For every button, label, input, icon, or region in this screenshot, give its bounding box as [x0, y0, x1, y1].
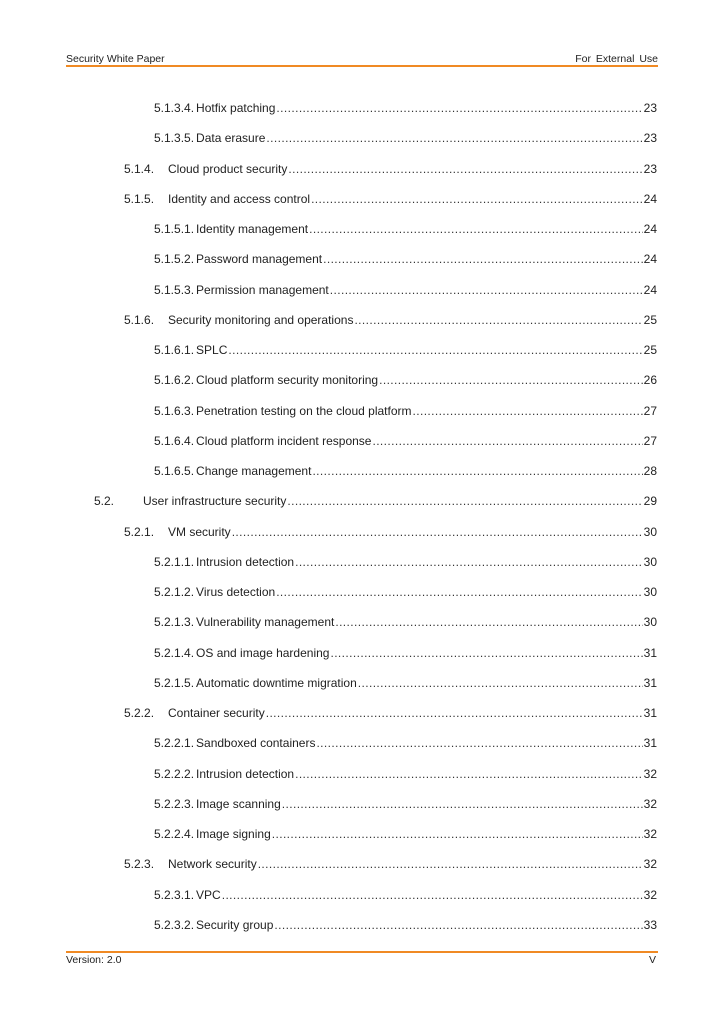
- toc-entry-number: 5.2.1.5.: [154, 675, 195, 690]
- toc-entry[interactable]: [154, 735, 657, 751]
- toc-entry-page-number: 32: [643, 857, 657, 872]
- toc-entry-title: Identity management: [196, 222, 309, 236]
- toc-entry-title: Container security: [168, 706, 265, 720]
- toc-entry-number: 5.2.2.: [124, 706, 155, 720]
- toc-entry[interactable]: [154, 221, 657, 237]
- toc-entry-number: 5.2.2.1.: [154, 736, 195, 751]
- toc-dot-leader: [295, 766, 643, 782]
- toc-entry-title: User infrastructure security: [143, 494, 287, 509]
- toc-entry[interactable]: [154, 251, 657, 267]
- toc-dot-leader: [358, 675, 643, 691]
- toc-dot-leader: [316, 735, 642, 751]
- toc-entry-number: 5.1.6.1.: [154, 343, 195, 357]
- toc-entry[interactable]: [154, 584, 657, 600]
- toc-entry-title: Automatic downtime migration: [196, 675, 357, 690]
- toc-entry-number: 5.1.6.5.: [154, 464, 195, 478]
- toc-dot-leader: [232, 524, 643, 540]
- toc-entry-page-number: 26: [643, 373, 657, 388]
- toc-entry-page-number: 25: [643, 343, 657, 357]
- toc-entry[interactable]: [154, 554, 657, 570]
- toc-entry-title: Image scanning: [196, 796, 281, 811]
- toc-entry[interactable]: [154, 342, 657, 358]
- toc-entry-number: 5.1.6.: [124, 312, 155, 327]
- toc-dot-leader: [276, 100, 642, 116]
- toc-entry-page-number: 23: [643, 161, 657, 176]
- toc-entry[interactable]: [154, 796, 657, 812]
- toc-entry-number: 5.2.1.3.: [154, 615, 195, 630]
- toc-entry-title: Network security: [168, 857, 257, 872]
- toc-entry-page-number: 31: [643, 706, 657, 720]
- toc-entry[interactable]: [154, 887, 657, 903]
- toc-dot-leader: [266, 130, 642, 146]
- toc-dot-leader: [274, 917, 642, 933]
- toc-entry-page-number: 30: [643, 615, 657, 630]
- toc-entry[interactable]: [124, 191, 657, 207]
- toc-entry-page-number: 24: [643, 282, 657, 297]
- toc-entry-number: 5.2.2.4.: [154, 827, 195, 841]
- toc-entry-number: 5.1.6.4.: [154, 433, 195, 448]
- page-footer: [66, 953, 658, 967]
- toc-entry-title: Identity and access control: [168, 191, 311, 206]
- toc-dot-leader: [266, 705, 643, 721]
- toc-dot-leader: [258, 856, 643, 872]
- toc-entry[interactable]: [154, 917, 657, 933]
- toc-entry-number: 5.2.3.1.: [154, 887, 195, 902]
- toc-entry-title: Cloud platform security monitoring: [196, 373, 379, 388]
- toc-entry-title: OS and image hardening: [196, 645, 330, 660]
- footer-version: Version: 2.0: [66, 954, 122, 966]
- header-document-title: Security White Paper: [66, 53, 165, 65]
- toc-dot-leader: [282, 796, 643, 812]
- toc-entry[interactable]: [154, 463, 657, 479]
- toc-dot-leader: [222, 887, 643, 903]
- toc-entry-page-number: 30: [643, 554, 657, 569]
- toc-dot-leader: [312, 463, 642, 479]
- toc-entry-title: Sandboxed containers: [196, 736, 316, 751]
- toc-entry[interactable]: [154, 766, 657, 782]
- toc-entry[interactable]: [154, 130, 657, 146]
- header-classification: For External Use: [575, 53, 658, 65]
- toc-entry-page-number: 23: [643, 131, 657, 146]
- toc-dot-leader: [309, 221, 643, 237]
- toc-entry-number: 5.2.1.2.: [154, 585, 195, 599]
- toc-entry-page-number: 27: [643, 403, 657, 418]
- toc-entry-number: 5.1.5.1.: [154, 222, 195, 236]
- toc-entry-number: 5.1.3.5.: [154, 131, 195, 146]
- toc-entry-page-number: 24: [643, 191, 657, 206]
- toc-dot-leader: [287, 493, 642, 509]
- toc-entry-title: Cloud platform incident response: [196, 433, 372, 448]
- toc-entry-page-number: 32: [643, 766, 657, 781]
- toc-entry-page-number: 33: [643, 917, 657, 932]
- toc-dot-leader: [228, 342, 642, 358]
- toc-dot-leader: [323, 251, 643, 267]
- toc-entry-title: Security group: [196, 917, 274, 932]
- toc-entry-number: 5.2.1.: [124, 524, 155, 539]
- toc-entry-title: Intrusion detection: [196, 766, 295, 781]
- toc-entry[interactable]: [124, 312, 657, 328]
- toc-entry-title: Hotfix patching: [196, 101, 276, 115]
- toc-dot-leader: [276, 584, 642, 600]
- toc-entry-page-number: 27: [643, 433, 657, 448]
- toc-entry-number: 5.2.1.4.: [154, 645, 195, 660]
- header-rule: [66, 65, 658, 67]
- toc-entry-page-number: 29: [643, 494, 657, 509]
- toc-entry-title: Penetration testing on the cloud platform: [196, 403, 412, 418]
- toc-entry[interactable]: [154, 433, 657, 449]
- toc-entry-number: 5.2.2.2.: [154, 766, 195, 781]
- toc-dot-leader: [272, 826, 643, 842]
- toc-dot-leader: [354, 312, 642, 328]
- toc-entry[interactable]: [154, 372, 657, 388]
- toc-entry-number: 5.2.2.3.: [154, 796, 195, 811]
- toc-entry-title: Intrusion detection: [196, 554, 295, 569]
- toc-entry-number: 5.1.5.: [124, 191, 155, 206]
- toc-entry-title: Password management: [196, 252, 323, 267]
- toc-entry[interactable]: [124, 705, 657, 721]
- toc-dot-leader: [330, 282, 643, 298]
- toc-entry-title: Image signing: [196, 827, 271, 841]
- toc-entry[interactable]: [154, 614, 657, 630]
- toc-entry-page-number: 32: [643, 887, 657, 902]
- toc-entry-page-number: 25: [643, 312, 657, 327]
- toc-entry-title: SPLC: [196, 343, 228, 357]
- toc-entry-number: 5.1.6.3.: [154, 403, 195, 418]
- toc-dot-leader: [379, 372, 643, 388]
- toc-entry-title: Change management: [196, 464, 312, 478]
- toc-entry[interactable]: [124, 524, 657, 540]
- toc-entry-number: 5.1.4.: [124, 161, 155, 176]
- toc-entry-page-number: 30: [643, 524, 657, 539]
- toc-entry-number: 5.2.: [94, 494, 115, 509]
- toc-entry-title: Cloud product security: [168, 161, 288, 176]
- toc-entry[interactable]: [154, 282, 657, 298]
- footer-page-number: V: [648, 954, 656, 966]
- toc-entry[interactable]: [154, 675, 657, 691]
- toc-dot-leader: [413, 403, 643, 419]
- toc-entry-page-number: 31: [643, 736, 657, 751]
- toc-entry-number: 5.1.3.4.: [154, 101, 195, 115]
- page-header: [66, 52, 658, 66]
- toc-entry-page-number: 30: [643, 585, 657, 599]
- toc-entry-page-number: 24: [643, 222, 657, 236]
- toc-entry-page-number: 32: [643, 827, 657, 841]
- toc-entry-page-number: 31: [643, 645, 657, 660]
- toc-entry-number: 5.1.6.2.: [154, 373, 195, 388]
- toc-entry-title: Data erasure: [196, 131, 266, 146]
- toc-entry-title: Security monitoring and operations: [168, 312, 354, 327]
- toc-entry-title: Vulnerability management: [196, 615, 335, 630]
- toc-entry[interactable]: [154, 645, 657, 661]
- toc-dot-leader: [311, 191, 643, 207]
- toc-dot-leader: [288, 161, 642, 177]
- toc-entry[interactable]: [124, 856, 657, 872]
- toc-entry-number: 5.1.5.3.: [154, 282, 195, 297]
- toc-dot-leader: [372, 433, 642, 449]
- toc-entry[interactable]: [124, 161, 657, 177]
- toc-entry[interactable]: [154, 826, 657, 842]
- toc-entry-page-number: 28: [643, 464, 657, 478]
- toc-entry-page-number: 31: [643, 675, 657, 690]
- toc-entry-number: 5.2.3.2.: [154, 917, 195, 932]
- toc-entry-number: 5.2.3.: [124, 857, 155, 872]
- toc-entry-page-number: 32: [643, 796, 657, 811]
- toc-entry-title: VPC: [196, 887, 221, 902]
- toc-entry-title: Virus detection: [196, 585, 276, 599]
- toc-entry-title: Permission management: [196, 282, 329, 297]
- toc-entry-page-number: 24: [643, 252, 657, 267]
- toc-entry[interactable]: [94, 493, 657, 509]
- toc-dot-leader: [295, 554, 643, 570]
- toc-entry[interactable]: [154, 100, 657, 116]
- toc-dot-leader: [330, 645, 642, 661]
- toc-entry-number: 5.2.1.1.: [154, 554, 195, 569]
- toc-entry-page-number: 23: [643, 101, 657, 115]
- toc-dot-leader: [335, 614, 642, 630]
- toc-entry[interactable]: [154, 403, 657, 419]
- toc-entry-number: 5.1.5.2.: [154, 252, 195, 267]
- toc-entry-title: VM security: [168, 524, 231, 539]
